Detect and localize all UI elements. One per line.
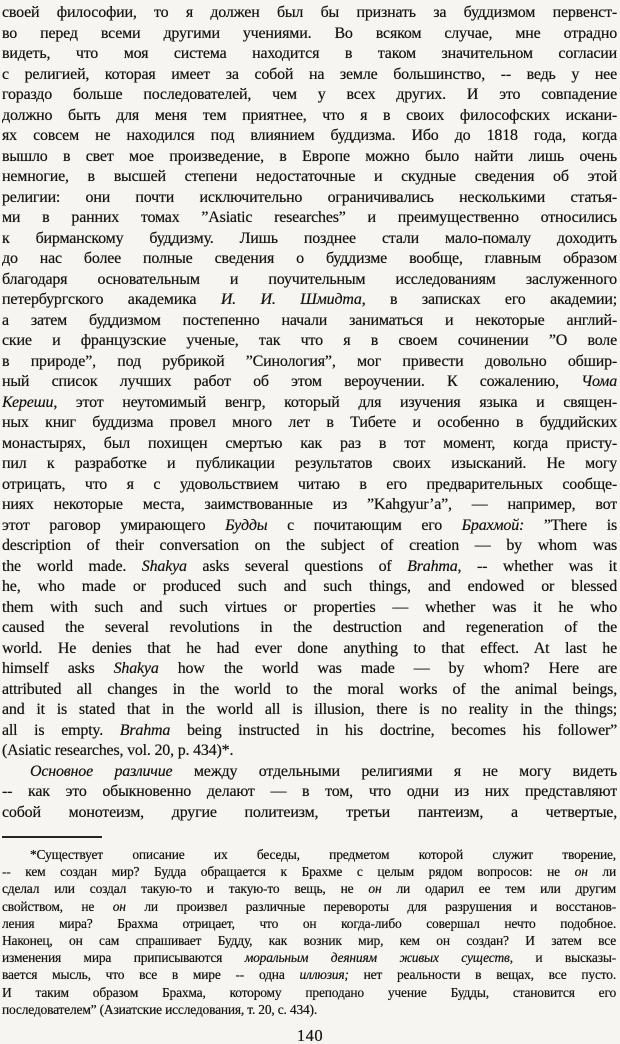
text-line — [2, 557, 617, 578]
text-line — [2, 741, 617, 762]
text-line — [2, 721, 617, 742]
italic-text-segment: Основное различие — [30, 762, 173, 780]
text-segment: петербургского академика — [2, 291, 221, 308]
page-number: 140 — [296, 1025, 324, 1044]
text-segment: религии: они почти исключительно ограничивались несколькими статья- — [2, 188, 617, 206]
italic-text-segment: Чома — [581, 373, 617, 390]
text-segment: до нас более полные сведения о буддизме вообще, главным образом — [2, 250, 617, 267]
text-segment: -- как это обыкновенно делают — в том, что одни из них представляют — [2, 783, 617, 800]
text-segment: между отдельными религиями я не могу видеть — [172, 762, 617, 780]
text-segment: вышло в свет мое произведение, в Европе можно было найти лишь очень — [2, 147, 617, 165]
text-line — [2, 24, 617, 45]
text-line — [2, 863, 616, 880]
italic-text-segment: он — [574, 864, 588, 880]
italic-text-segment: Brahma — [119, 721, 171, 739]
italic-text-segment: Brahma — [407, 557, 458, 575]
text-line — [2, 393, 617, 414]
text-segment: how the world was made — by whom? Here are — [158, 660, 617, 677]
text-line — [2, 208, 617, 229]
text-segment: , этот неутомимый венгр, который для изучения языка и священ- — [53, 393, 617, 411]
italic-text-segment: моральным деяниям живых существ — [244, 950, 510, 966]
text-line — [2, 516, 617, 537]
text-line — [2, 803, 617, 824]
text-segment: being instructed in his doctrine, becomes his follower” — [170, 721, 617, 739]
text-line — [2, 915, 616, 932]
text-line — [2, 880, 616, 897]
text-line — [2, 249, 617, 270]
text-segment: отрицать, что я с удовольствием читаю в его предварительных сообще- — [2, 475, 617, 493]
text-segment: description of their conversation on the subject of creation — by whom was — [2, 537, 617, 554]
text-line — [2, 85, 617, 106]
text-segment: world. He denies that he had ever done anything to that effect. At last he — [2, 639, 617, 657]
text-line — [2, 167, 617, 188]
text-segment: ях совсем не находился под влиянием буддизма. Ибо до 1818 года, когда — [2, 127, 617, 144]
text-segment: к бирманскому буддизму. Лишь позднее стали мало-помалу доходить — [2, 229, 617, 247]
text-segment: ские и французские ученые, так что я в своем сочинении ”О воле — [2, 332, 617, 349]
text-segment: Наконец, он сам спрашивает Будду, как возник мир, кем он создан? И затем все — [2, 932, 616, 948]
text-segment: , и высказы- — [509, 950, 616, 966]
italic-text-segment: Брахмой: — [461, 516, 525, 534]
text-segment: ниях некоторые места, заимствованные из ”Kahgyur’a”, — например, вот — [2, 496, 617, 513]
text-segment: himself asks — [2, 660, 114, 677]
text-segment: *Существует описание их беседы, предметом которой служит творение, — [30, 847, 616, 862]
text-line — [2, 495, 617, 516]
text-line — [2, 475, 617, 496]
text-line — [2, 454, 617, 475]
text-segment: этот раговор умирающего — [2, 516, 226, 534]
text-line — [2, 1001, 616, 1018]
text-segment: ми в ранних томах ”Asiatic researches” и преимущественно относились — [2, 209, 617, 226]
text-segment: all is empty. — [2, 721, 120, 739]
text-line — [2, 188, 617, 209]
text-line — [2, 352, 617, 373]
text-line — [2, 434, 617, 455]
text-line — [2, 229, 617, 250]
italic-text-segment: Shakya — [113, 660, 159, 677]
text-line — [2, 932, 616, 949]
text-line — [2, 762, 617, 783]
footnote-block — [0, 846, 620, 1018]
footnote-separator — [2, 836, 102, 838]
text-line — [2, 700, 617, 721]
text-line — [2, 331, 617, 352]
text-line — [2, 618, 617, 639]
text-segment: сделал или создал такую-то и такую-то вещь, не — [2, 881, 369, 897]
text-segment: своей философии, то я должен был бы признать за буддизмом первенст- — [2, 4, 617, 21]
text-segment: с религией, которая имеет за собой на земле большинство, -- ведь у нее — [2, 65, 617, 83]
text-segment: благодаря основательным и поучительным исследованиям заслуженного — [2, 270, 617, 288]
text-line — [2, 106, 617, 127]
text-line — [2, 782, 617, 803]
text-segment: them with such and such virtues or properties — whether was it he who — [2, 598, 617, 616]
text-segment: ных книг буддизма провел много лет в Тибете и особенно в буддийских — [2, 414, 617, 431]
text-line — [2, 65, 617, 86]
text-segment: собой монотеизм, другие политеизм, третьи пантеизм, а четвертые, — [2, 803, 617, 821]
italic-text-segment: Кереши — [2, 393, 54, 411]
text-line — [2, 984, 616, 1001]
text-segment: с почитающим его — [267, 516, 462, 534]
text-line — [2, 577, 617, 598]
text-line — [2, 311, 617, 332]
text-segment: , в записках его академии; — [361, 291, 617, 308]
text-segment: гораздо больше последователей, чем у всех других. И это совпадение — [2, 86, 617, 103]
text-segment: вается мысль, что все в мире -- одна — [2, 967, 300, 983]
italic-text-segment: он — [368, 881, 382, 897]
text-segment: (Asiatic researches, vol. 20, p. 434)*. — [2, 742, 234, 759]
text-line — [2, 898, 616, 915]
text-segment: he, who made or produced such and such things, and endowed or blessed — [2, 578, 617, 595]
text-segment: ный список лучших работ об этом вероучении. К сожалению, — [2, 373, 582, 390]
text-line — [2, 270, 617, 291]
text-segment: the world made. — [2, 557, 142, 575]
text-segment: видеть, что моя система находится в таком значительном согласии — [2, 45, 617, 62]
text-line — [2, 413, 617, 434]
text-line — [2, 126, 617, 147]
text-line — [2, 372, 617, 393]
text-segment: -- кем создан мир? Будда обращается к Брахме с целым рядом вопросов: не — [2, 864, 575, 880]
text-segment: изменения мира приписываются — [2, 950, 245, 966]
text-line — [2, 846, 616, 863]
text-segment: ли произвел различные перевороты для разрушения и восстанов- — [125, 898, 616, 914]
italic-text-segment: он — [112, 898, 126, 914]
text-segment: последователем” (Азиатские исследования, т. 20, с. 434). — [2, 1001, 318, 1017]
text-line — [2, 949, 616, 966]
text-segment: а затем буддизмом постепенно начали заниматься и некоторые англий- — [2, 311, 617, 329]
italic-text-segment: И. И. Шмидта — [220, 291, 362, 308]
text-segment: свойством, не — [2, 898, 113, 914]
text-segment: в природе”, под рубрикой ”Синология”, мог привести довольно обшир- — [2, 352, 617, 370]
text-segment: asks several questions of — [186, 557, 408, 575]
text-segment: and it is stated that in the world all is illusion, there is no reality in the things; — [2, 701, 617, 718]
text-segment: пил к разработке и публикации результатов своих изысканий. Не могу — [2, 455, 617, 472]
text-segment: ли одарил ее тем или другим — [381, 881, 616, 897]
text-line — [2, 598, 617, 619]
italic-text-segment: Shakya — [141, 557, 187, 575]
text-segment: во перед всеми другими учениями. Во всяком случае, мне отрадно — [2, 24, 617, 42]
text-segment: монастырях, был похищен смертью как раз в тот момент, когда присту- — [2, 434, 617, 452]
text-segment: ления мира? Брахма отрицает, что он когда-либо совершал нечто подобное. — [2, 915, 616, 931]
text-line — [2, 680, 617, 701]
text-line — [2, 966, 616, 983]
text-line — [2, 44, 617, 65]
text-line — [2, 147, 617, 168]
text-segment: нет реальности в вещах, все пусто. — [348, 967, 616, 983]
text-line — [2, 639, 617, 660]
text-line — [2, 290, 617, 311]
text-segment: ”There is — [524, 516, 617, 534]
italic-text-segment: Будды — [225, 516, 268, 534]
text-segment: ли — [587, 864, 616, 880]
text-line — [2, 3, 617, 24]
text-segment: attributed all changes in the world to the moral works of the animal beings, — [2, 680, 617, 698]
italic-text-segment: иллюзия; — [299, 967, 349, 983]
text-segment: И таким образом Брахма, которому преподано учение Будды, становится его — [2, 984, 616, 1000]
text-segment: , -- whether was it — [457, 557, 617, 575]
text-segment: немногие, в высшей степени недостаточные и скудные сведения об этой — [2, 168, 617, 185]
text-line — [2, 659, 617, 680]
text-line — [2, 536, 617, 557]
text-segment: caused the several revolutions in the destruction and regeneration of the — [2, 619, 617, 636]
text-segment: должно быть для меня тем приятнее, что я в своих философских искани- — [2, 106, 617, 124]
